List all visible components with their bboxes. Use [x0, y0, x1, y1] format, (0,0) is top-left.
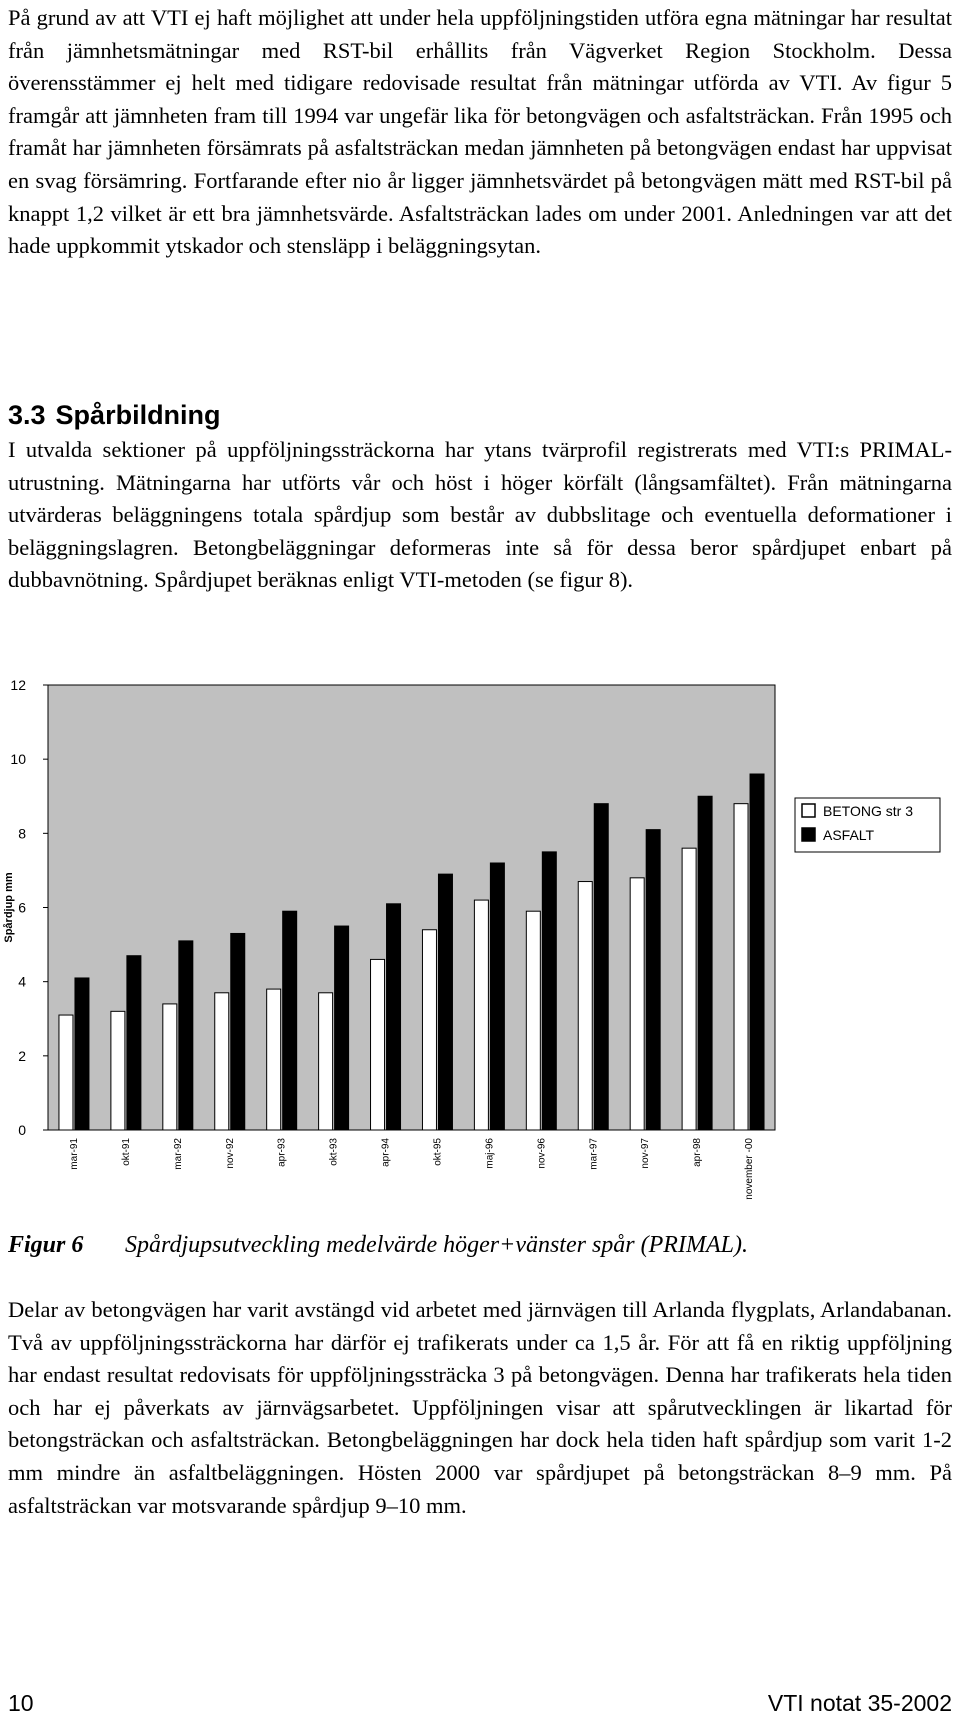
bar-asfalt: [75, 978, 89, 1130]
legend-label: BETONG str 3: [823, 803, 913, 819]
y-tick-label: 12: [10, 677, 26, 693]
y-tick-label: 0: [18, 1122, 26, 1138]
bar-betong: [267, 989, 281, 1130]
x-tick-label: mar-97: [588, 1138, 600, 1170]
x-tick-label: november -00: [744, 1138, 756, 1200]
report-id: VTI notat 35-2002: [767, 1690, 952, 1716]
bar-asfalt: [283, 911, 297, 1130]
bar-betong: [734, 804, 748, 1130]
bar-betong: [111, 1011, 125, 1130]
legend-swatch: [802, 828, 815, 841]
page-number: 10: [8, 1690, 34, 1716]
y-tick-label: 10: [10, 751, 26, 768]
plot-area: [48, 685, 775, 1130]
section-heading: [8, 400, 221, 431]
bar-asfalt: [387, 904, 401, 1130]
x-tick-label: okt-91: [120, 1138, 132, 1166]
bar-chart: [0, 670, 960, 1210]
legend-label: ASFALT: [823, 827, 875, 843]
bar-asfalt: [179, 941, 193, 1130]
y-axis-label: Spårdjup mm: [3, 872, 15, 943]
x-tick-label: nov-92: [224, 1138, 236, 1169]
y-tick-label: 6: [18, 899, 26, 916]
figure-label: Figur 6: [8, 1232, 84, 1258]
bar-betong: [682, 848, 696, 1130]
x-tick-label: apr-94: [380, 1138, 392, 1167]
bar-asfalt: [127, 956, 141, 1130]
bar-asfalt: [438, 874, 452, 1130]
section-title: Spårbildning: [55, 400, 221, 430]
bar-asfalt: [646, 830, 660, 1130]
bar-asfalt: [490, 863, 504, 1130]
intro-paragraph: På grund av att VTI ej haft möjlighet att under hela uppföljningstiden utföra egna mätningar har resultat från jämnhetsmätningar med RST-bil erhållits från Vägverket Region Stockholm. Dessa överensstämmer ej helt med tidigare redovisade resultat från mätningar utförda av VTI. Av figur 5 framgår att jämnheten fram till 1994 var ungefär lika för betongvägen och asfaltsträckan. Från 1995 och framåt har jämnheten försämrats på asfaltsträckan medan jämnheten på betongvägen endast har uppvisat en svag försämring. Fortfarande efter nio år ligger jämnhetsvärdet på betongvägen mätt med RST-bil på knappt 1,2 vilket är ett bra jämnhetsvärde. Asfaltsträckan lades om under 2001. Anledningen var att det hade uppkommit ytskador och stensläpp i beläggningsytan.: [8, 5, 952, 259]
y-tick-label: 2: [18, 1047, 26, 1064]
bar-asfalt: [698, 796, 712, 1130]
after-figure-paragraph: Delar av betongvägen har varit avstängd vid arbetet med järnvägen till Arlanda flygplats, Arlandabanan. Två av uppföljningssträckorna har därför ej trafikerats under ca 1,5 år. För att få en riktig uppföljning har endast resultat redovisats för uppföljningssträcka 3 på betongvägen. Denna har trafikerats hela tiden och har ej påverkats av järnvägsarbetet. Uppföljningen visar att spårutvecklingen är likartad för betongsträckan och asfaltsträckan. Betongbeläggningen har dock hela tiden haft spårdjup som varit 1-2 mm mindre än asfaltbeläggningen. Hösten 2000 var spårdjupet på betongsträckan 8–9 mm. På asfaltsträckan var motsvarande spårdjup 9–10 mm.: [8, 1297, 952, 1518]
x-tick-label: okt-95: [432, 1138, 444, 1166]
legend-swatch: [802, 804, 815, 817]
figure-caption-text: Spårdjupsutveckling medelvärde höger+vänster spår (PRIMAL).: [125, 1232, 748, 1258]
x-tick-label: nov-97: [640, 1138, 652, 1169]
x-tick-label: mar-91: [68, 1138, 80, 1170]
y-tick-label: 8: [18, 825, 26, 842]
y-tick-label: 4: [18, 973, 26, 990]
x-tick-label: nov-96: [536, 1138, 548, 1169]
bar-betong: [59, 1015, 73, 1130]
x-tick-label: apr-98: [692, 1138, 704, 1167]
bar-betong: [578, 882, 592, 1130]
figure-caption: [8, 1232, 748, 1259]
bar-betong: [163, 1004, 177, 1130]
bar-asfalt: [750, 774, 764, 1130]
section-paragraph: I utvalda sektioner på uppföljningssträckorna har ytans tvärprofil registrerats med VTI:s PRIMAL-utrustning. Mätningarna har utförts vår och höst i höger körfält (långsamfältet). Från mätningarna utvärderas beläggningens totala spårdjup som består av dubbslitage och eventuella deformationer i beläggningslagren. Betongbeläggningar deformeras inte så för dessa beror spårdjupet enbart på dubbavnötning. Spårdjupet beräknas enligt VTI-metoden (se figur 8).: [8, 437, 952, 593]
x-tick-label: mar-92: [172, 1138, 184, 1170]
bar-betong: [215, 993, 229, 1130]
bar-betong: [630, 878, 644, 1130]
bar-betong: [474, 900, 488, 1130]
bar-asfalt: [335, 926, 349, 1130]
figure-chart: [0, 670, 960, 1210]
bar-asfalt: [542, 852, 556, 1130]
x-tick-label: okt-93: [328, 1138, 340, 1166]
bar-asfalt: [231, 933, 245, 1130]
bar-asfalt: [594, 804, 608, 1130]
section-number: 3.3: [8, 400, 46, 430]
x-tick-label: maj-96: [484, 1138, 496, 1169]
bar-betong: [319, 993, 333, 1130]
bar-betong: [526, 911, 540, 1130]
bar-betong: [371, 959, 385, 1130]
x-tick-label: apr-93: [276, 1138, 288, 1167]
bar-betong: [422, 930, 436, 1130]
